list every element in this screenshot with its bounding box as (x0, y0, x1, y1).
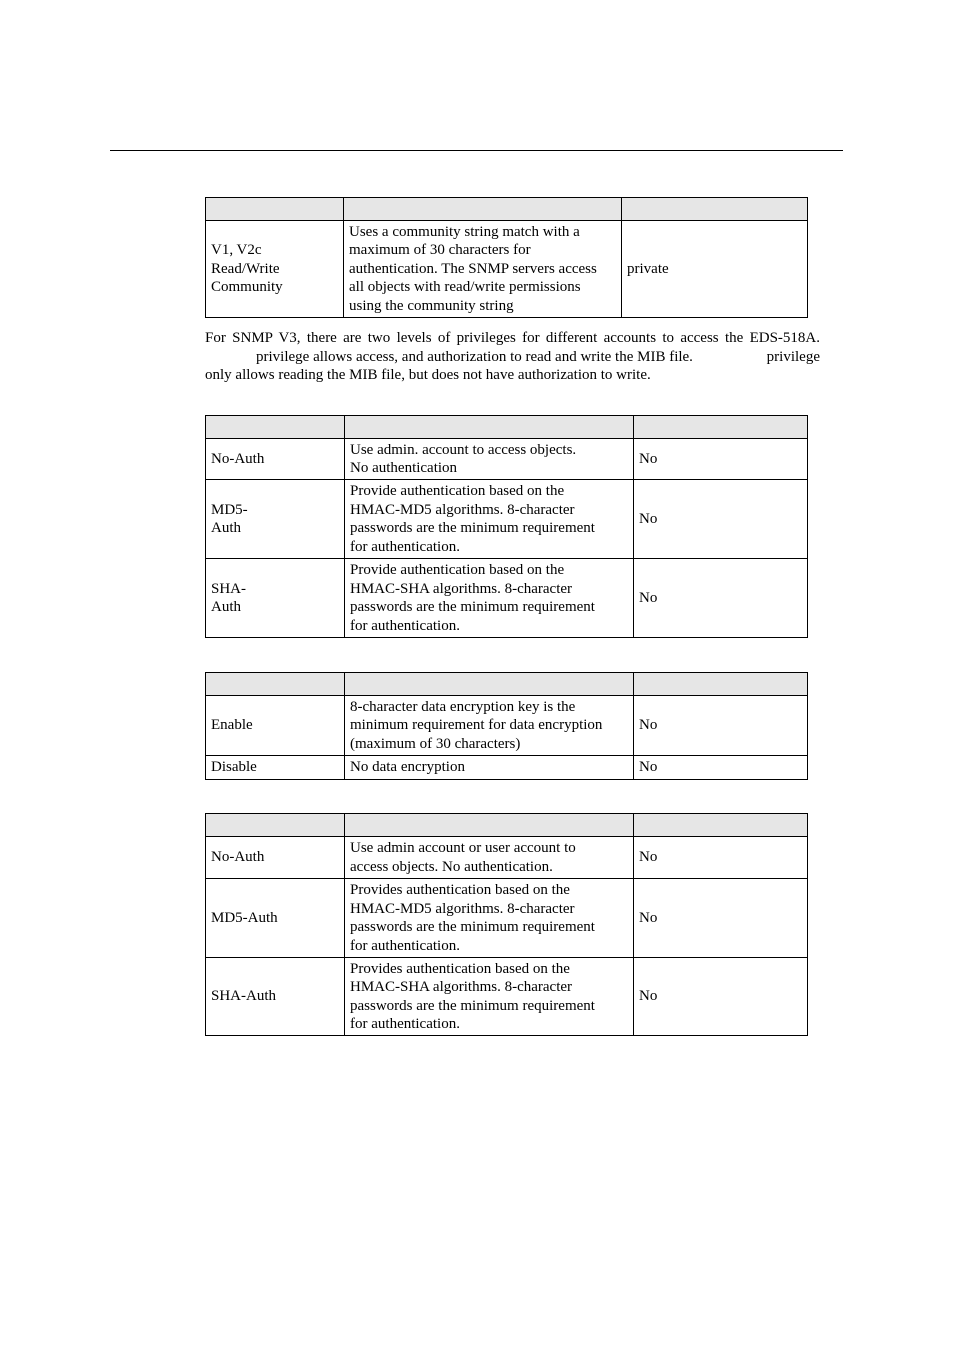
cell-line: V1, V2c (211, 242, 262, 259)
description-cell (345, 958, 634, 1036)
table-user-auth (205, 813, 808, 1036)
paragraph-text: privilege allows access, and authorization to read and write the MIB file. (256, 348, 693, 365)
paragraph-text: privilege (766, 348, 820, 365)
table-row (206, 439, 808, 480)
table-header-row (206, 814, 808, 837)
description-cell (344, 221, 622, 318)
setting-cell (206, 879, 345, 958)
setting-cell (206, 958, 345, 1036)
cell-line: No-Auth (211, 849, 265, 866)
cell-line: HMAC-SHA algorithms. 8-character (350, 979, 573, 995)
cell-line: Provide authentication based on the (350, 483, 565, 499)
setting-cell (206, 756, 345, 780)
default-cell (634, 837, 808, 879)
cell-line: for authentication. (350, 937, 460, 954)
default-cell (634, 958, 808, 1036)
cell-line: No (639, 717, 658, 734)
table-header-row (206, 416, 808, 439)
cell-line: Provide authentication based on the (350, 562, 565, 578)
cell-line: HMAC-MD5 algorithms. 8-character (350, 900, 575, 917)
default-cell (622, 221, 808, 318)
default-cell (634, 559, 808, 638)
cell-line: Enable (211, 717, 253, 734)
cell-line: using the community string (349, 297, 514, 314)
description-cell (345, 879, 634, 958)
cell-line: No (639, 759, 658, 776)
default-cell (634, 439, 808, 480)
cell-line: No (639, 589, 658, 606)
paragraph-line: only allows reading the MIB file, but does not have authorization to write. (205, 367, 651, 383)
cell-line: No-Auth (211, 450, 265, 467)
cell-line: Uses a community string match with a (349, 223, 580, 240)
header-rule (110, 150, 843, 151)
cell-line: for authentication. (350, 617, 460, 634)
cell-line: for authentication. (350, 1016, 460, 1032)
table-header-row (206, 673, 808, 696)
description-cell (345, 480, 634, 559)
table-community (205, 197, 808, 318)
setting-cell (206, 837, 345, 879)
cell-line: passwords are the minimum requirement (350, 919, 595, 935)
table-row (206, 879, 808, 958)
cell-line: Provides authentication based on the (350, 882, 570, 898)
cell-line: maximum of 30 characters for (349, 242, 531, 259)
setting-cell (206, 480, 345, 559)
default-cell (634, 480, 808, 559)
table-encryption (205, 672, 808, 780)
cell-line: Auth (211, 520, 241, 536)
cell-line: HMAC-MD5 algorithms. 8-character (350, 501, 575, 518)
cell-line: No (639, 988, 658, 1005)
description-cell (345, 756, 634, 780)
cell-line: passwords are the minimum requirement (350, 997, 595, 1014)
table-row (206, 480, 808, 559)
cell-line: No data encryption (350, 759, 465, 776)
table-row (206, 958, 808, 1036)
table-row (206, 696, 808, 756)
description-cell (345, 696, 634, 756)
cell-line: passwords are the minimum requirement (350, 599, 595, 615)
cell-line: No (639, 450, 658, 467)
cell-line: (maximum of 30 characters) (350, 735, 521, 752)
cell-line: Use admin account or user account to (350, 840, 576, 856)
cell-line: Disable (211, 759, 257, 776)
setting-cell (206, 559, 345, 638)
cell-line: authentication. The SNMP servers access (349, 260, 597, 277)
snmp-v3-paragraph (205, 329, 820, 385)
cell-line: all objects with read/write permissions (349, 279, 581, 296)
cell-line: MD5- (211, 501, 248, 518)
default-cell (634, 879, 808, 958)
cell-line: Auth (211, 599, 241, 615)
cell-line: minimum requirement for data encryption (350, 717, 603, 734)
cell-line: MD5-Auth (211, 909, 278, 926)
cell-line: Provides authentication based on the (350, 960, 570, 977)
cell-line: No authentication (350, 460, 458, 476)
setting-cell (206, 439, 345, 480)
cell-line: access objects. No authentication. (350, 858, 553, 875)
setting-cell (206, 221, 344, 318)
table-admin-auth (205, 415, 808, 638)
table-row (206, 837, 808, 879)
cell-line: SHA- (211, 580, 247, 597)
cell-line: HMAC-SHA algorithms. 8-character (350, 580, 573, 597)
cell-line: Read/Write (211, 260, 280, 277)
cell-line: SHA-Auth (211, 988, 277, 1005)
table-row (206, 756, 808, 780)
default-cell (634, 696, 808, 756)
setting-cell (206, 696, 345, 756)
default-cell (634, 756, 808, 780)
cell-line: for authentication. (350, 538, 460, 555)
cell-line: No (639, 510, 658, 527)
paragraph-line (205, 348, 820, 367)
description-cell (345, 439, 634, 480)
table-header-row (206, 198, 808, 221)
cell-line: No (639, 849, 658, 866)
table-row (206, 221, 808, 318)
cell-line: passwords are the minimum requirement (350, 520, 595, 536)
cell-line: 8-character data encryption key is the (350, 698, 576, 715)
cell-line: private (627, 260, 669, 277)
table-row (206, 559, 808, 638)
cell-line: Community (211, 279, 283, 296)
cell-line: Use admin. account to access objects. (350, 441, 577, 458)
description-cell (345, 559, 634, 638)
paragraph-line: For SNMP V3, there are two levels of privileges for different accounts to access the EDS-518A. (205, 330, 820, 346)
cell-line: No (639, 909, 658, 926)
description-cell (345, 837, 634, 879)
